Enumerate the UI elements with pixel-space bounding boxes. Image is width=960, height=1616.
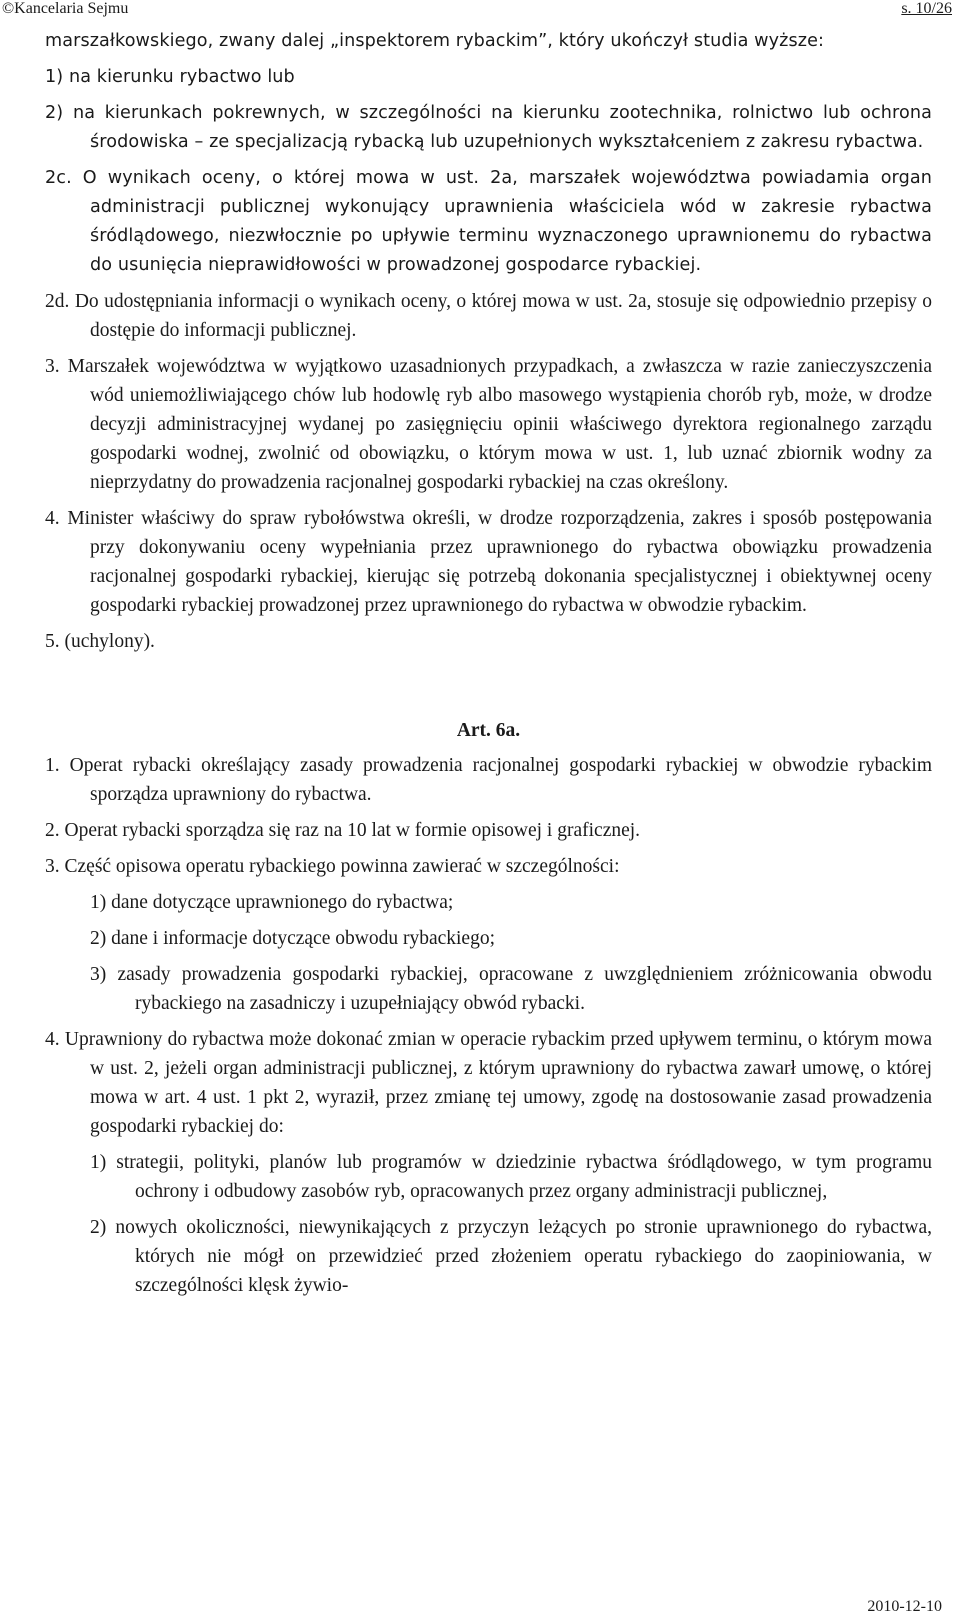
article-p4-item-2: 2) nowych okoliczności, niewynikających z przyczyn leżących po stronie uprawnionego do rybactwa, których nie mógł on przewidzieć przed złożeniem operatu rybackiego do zaopiniowania, w szczególności klęsk żywio- xyxy=(90,1217,932,1296)
article-paragraph-2 xyxy=(45,816,932,845)
paragraph-number: 4. xyxy=(45,508,60,529)
paragraph-text: O wynikach oceny, o której mowa w ust. 2a, marszałek województwa powiadamia organ administracji publicznej wykonujący uprawnienia właściciela wód w zakresie rybactwa śródlądowego, niezwłocznie po upływie terminu wyznaczonego uprawnionemu do rybactwa do usunięcia nieprawidłowości w prowadzonej gospodarce rybackiej. xyxy=(82,168,932,275)
article-p3-item-2: 2) dane i informacje dotyczące obwodu rybackiego; xyxy=(90,928,495,949)
paragraph-number: 2. xyxy=(45,820,60,841)
intro-item-1: 1) na kierunku rybactwo lub xyxy=(45,67,295,87)
article-paragraph-3 xyxy=(45,852,932,881)
paragraph-text: Operat rybacki sporządza się raz na 10 lat w formie opisowej i graficznej. xyxy=(64,820,641,841)
paragraph-4 xyxy=(45,504,932,620)
paragraph-number: 2d. xyxy=(45,291,70,312)
paragraph-number: 5. xyxy=(45,631,60,652)
paragraph-number: 1. xyxy=(45,755,60,776)
paragraph-text: Operat rybacki określający zasady prowadzenia racjonalnej gospodarki rybackiej w obwodzie rybackim sporządza uprawniony do rybactwa. xyxy=(69,755,933,805)
paragraph-text: (uchylony). xyxy=(64,631,155,652)
paragraph-5 xyxy=(45,627,932,656)
article-p3-item-1: 1) dane dotyczące uprawnionego do rybactwa; xyxy=(90,892,454,913)
intro-item-2: 2) na kierunkach pokrewnych, w szczególności na kierunku zootechnika, rolnictwo lub ochrona środowiska – ze specjalizacją rybacką lub uzupełnionych wykształceniem z zakresu rybactwa. xyxy=(45,103,932,152)
paragraph-text: Część opisowa operatu rybackiego powinna zawierać w szczególności: xyxy=(64,856,620,877)
paragraph-number: 2c. xyxy=(45,168,72,188)
paragraph-number: 3. xyxy=(45,356,60,377)
paragraph-3 xyxy=(45,352,932,497)
intro-text: marszałkowskiego, zwany dalej „inspektorem rybackim”, który ukończył studia wyższe: xyxy=(45,31,825,51)
article-p3-item-3: 3) zasady prowadzenia gospodarki rybackiej, opracowane z uwzględnieniem zróżnicowania obwodu rybackiego na zasadniczy i uzupełniający obwód rybacki. xyxy=(90,964,932,1014)
document-body xyxy=(45,27,932,1307)
header-page-number: s. 10/26 xyxy=(901,0,952,17)
paragraph-number: 3. xyxy=(45,856,60,877)
paragraph-text: Minister właściwy do spraw rybołówstwa określi, w drodze rozporządzenia, zakres i sposób postępowania przy dokonywaniu oceny wypełniania przez uprawnionego do rybactwa obowiązku prowadzenia racjonalnej gospodarki rybackiej, kierując się potrzebą dokonania specjalistycznej i obiektywnej oceny gospodarki rybackiej prowadzonej przez uprawnionego do rybactwa w obwodzie rybackim. xyxy=(67,508,933,616)
header-copyright: ©Kancelaria Sejmu xyxy=(2,0,129,17)
paragraph-text: Marszałek województwa w wyjątkowo uzasadnionych przypadkach, a zwłaszcza w razie zanieczyszczenia wód uniemożliwiającego chów lub hodowlę ryb albo masowego wystąpienia chorób ryb, może, w drodze decyzji administracyjnej wydanej po zasięgnięciu opinii właściwego dyrektora regionalnego zarządu gospodarki wodnej, zwolnić od obowiązku, o którym mowa w ust. 1, lub uznać zbiornik wodny za nieprzydatny do prowadzenia racjonalnej gospodarki rybackiej na czas określony. xyxy=(67,356,933,493)
paragraph-text: Do udostępniania informacji o wynikach oceny, o której mowa w ust. 2a, stosuje się odpowiednio przepisy o dostępie do informacji publicznej. xyxy=(74,291,933,341)
article-title: Art. 6a. xyxy=(456,720,521,741)
paragraph-2c xyxy=(45,164,932,280)
article-p4-item-1: 1) strategii, polityki, planów lub programów w dziedzinie rybactwa śródlądowego, w tym programu ochrony i odbudowy zasobów ryb, opracowanych przez organy administracji publicznej, xyxy=(90,1152,932,1202)
paragraph-2d xyxy=(45,287,932,345)
article-paragraph-1 xyxy=(45,751,932,809)
paragraph-number: 4. xyxy=(45,1029,60,1050)
article-paragraph-4 xyxy=(45,1025,932,1141)
footer-date: 2010-12-10 xyxy=(867,1598,942,1615)
paragraph-text: Uprawniony do rybactwa może dokonać zmian w operacie rybackim przed upływem terminu, o którym mowa w ust. 2, jeżeli organ administracji publicznej, z którym uprawniony do rybactwa zawarł umowę, o której mowa w art. 4 ust. 1 pkt 2, wyraził, przez zmianę tej umowy, zgodę na dostosowanie zasad prowadzenia gospodarki rybackiej do: xyxy=(64,1029,933,1137)
